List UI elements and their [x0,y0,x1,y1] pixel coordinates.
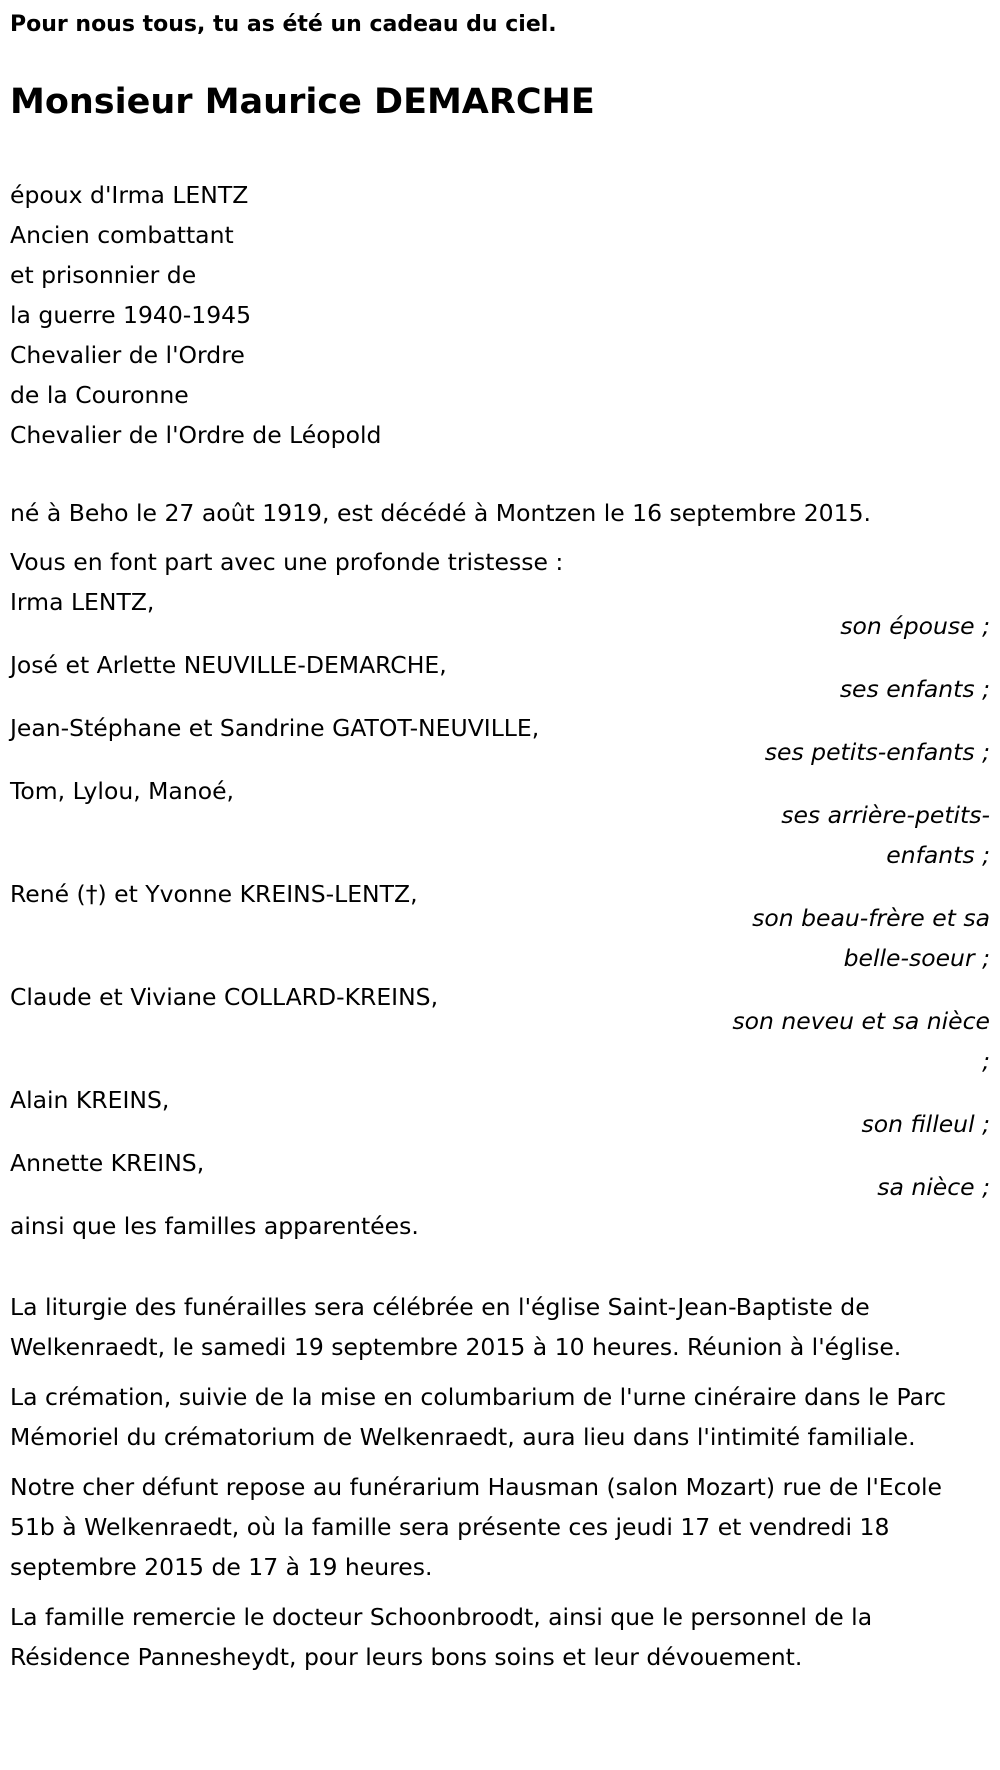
announcement-intro: Vous en font part avec une profonde tristesse : [10,548,564,576]
title-line: Ancien combattant [10,221,234,249]
family-entry [10,645,990,708]
funerarium-paragraph: Notre cher défunt repose au funérarium Hausman (salon Mozart) rue de l'Ecole 51b à Welkenraedt, où la famille sera présente ces jeudi 17 et vendredi 18 septembre 2015 de 17 à 19 heures. [10,1473,942,1581]
title-line: Chevalier de l'Ordre [10,341,245,369]
title-line: de la Couronne [10,381,189,409]
family-member-name: Irma LENTZ, [10,588,155,616]
family-relation: ses petits-enfants ; [764,738,990,766]
family-entry [10,582,990,645]
family-entry [10,977,990,1080]
thanks-paragraph: La famille remercie le docteur Schoonbroodt, ainsi que le personnel de la Résidence Pannesheydt, pour leurs bons soins et leur dévouement. [10,1603,873,1671]
title-line: la guerre 1940-1945 [10,301,252,329]
family-entry [10,708,990,771]
epigraph: Pour nous tous, tu as été un cadeau du ciel. [10,12,557,37]
family-member-name: Alain KREINS, [10,1086,170,1114]
family-member-name: Annette KREINS, [10,1149,205,1177]
funeral-liturgy-paragraph: La liturgie des funérailles sera célébrée en l'église Saint-Jean-Baptiste de Welkenraedt, le samedi 19 septembre 2015 à 10 heures. Réunion à l'église. [10,1293,902,1361]
family-entry [10,1080,990,1143]
family-entry [10,771,990,874]
family-member-name: René (†) et Yvonne KREINS-LENTZ, [10,880,418,908]
family-member-name: Jean-Stéphane et Sandrine GATOT-NEUVILLE, [10,714,540,742]
family-relation: son beau-frère et sa belle-soeur ; [752,904,990,972]
family-relation: ses arrière-petits-enfants ; [781,801,990,869]
family-member-name: Tom, Lylou, Manoé, [10,777,235,805]
family-entry [10,874,990,977]
family-relation: sa nièce ; [877,1173,990,1201]
deceased-name: Monsieur Maurice DEMARCHE [10,82,595,122]
deceased-titles [10,175,381,455]
ceremony-details [10,1287,990,1687]
birth-death-statement: né à Beho le 27 août 1919, est décédé à Montzen le 16 septembre 2015. [10,499,871,527]
title-line: Chevalier de l'Ordre de Léopold [10,421,382,449]
family-relation: son neveu et sa nièce ; [732,1007,990,1075]
family-relation: son épouse ; [840,612,990,640]
cremation-paragraph: La crémation, suivie de la mise en columbarium de l'urne cinéraire dans le Parc Mémoriel du crématorium de Welkenraedt, aura lieu dans l'intimité familiale. [10,1383,947,1451]
title-line: époux d'Irma LENTZ [10,181,249,209]
family-relation: ses enfants ; [839,675,990,703]
family-closing: ainsi que les familles apparentées. [10,1212,419,1240]
family-relation: son filleul ; [861,1110,990,1138]
family-member-name: Claude et Viviane COLLARD-KREINS, [10,983,439,1011]
family-entry [10,1143,990,1206]
family-member-name: José et Arlette NEUVILLE-DEMARCHE, [10,651,447,679]
title-line: et prisonnier de [10,261,197,289]
family-list [10,582,990,1246]
